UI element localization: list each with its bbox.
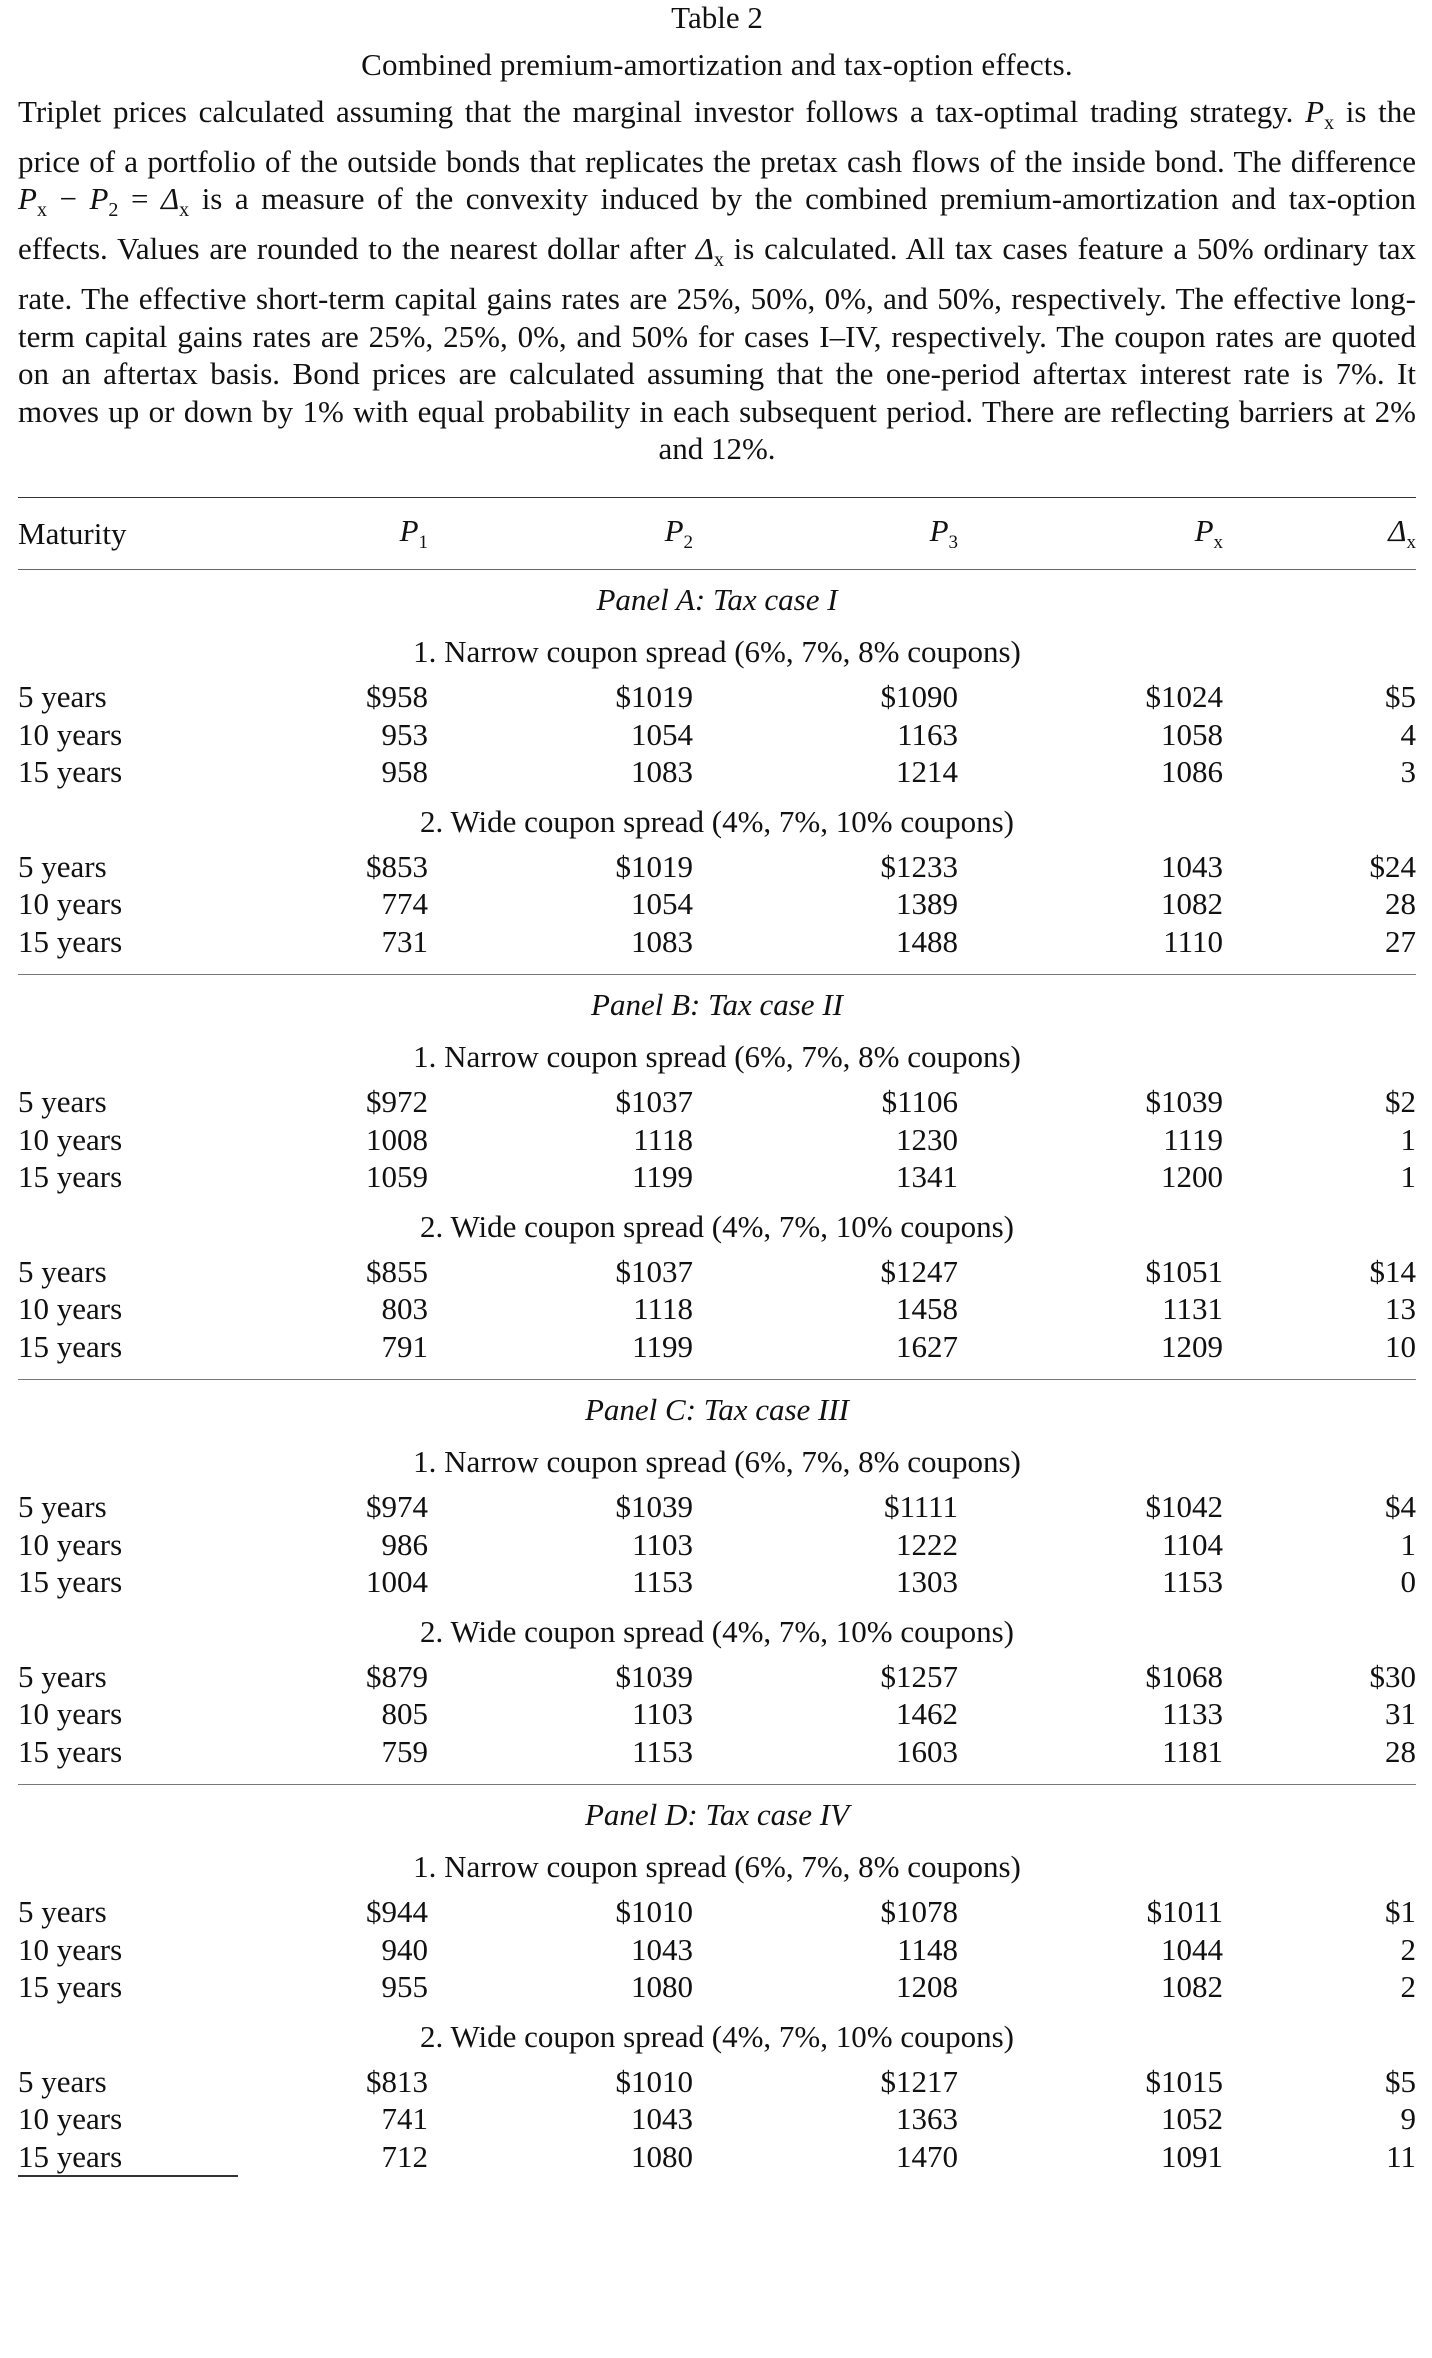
cell-p1: $958 [366, 679, 428, 714]
cell-p3: 1488 [896, 923, 958, 959]
cell-p3: $1078 [880, 1894, 958, 1929]
cell-p2: 1199 [632, 1159, 693, 1194]
cell-p1: $944 [366, 1894, 428, 1929]
coupon-spread-heading: 2. Wide coupon spread (4%, 7%, 10% coupons) [420, 1613, 1014, 1649]
cell-px: 1044 [1161, 1931, 1223, 1967]
cell-px: 1082 [1161, 886, 1223, 921]
cell-delta-x: 1 [1400, 1526, 1416, 1562]
cell-px: 1181 [1162, 1733, 1223, 1769]
table-end-rule [18, 2175, 238, 2177]
table-body [18, 570, 1416, 2175]
cell-delta-x: 1 [1400, 1159, 1416, 1194]
cell-p1: $855 [366, 1253, 428, 1289]
cell-p1: 803 [381, 1291, 428, 1326]
caption-eq-p2-sub: 2 [108, 199, 119, 222]
cell-p3: 1363 [896, 2101, 958, 2136]
cell-px: 1131 [1162, 1291, 1223, 1326]
cell-px: $1042 [1145, 1489, 1223, 1524]
cell-maturity: 10 years [18, 1526, 123, 1562]
cell-p2: 1153 [632, 1733, 693, 1769]
caption-eq-equals: = [118, 181, 161, 217]
cell-p1: 953 [381, 716, 428, 752]
panel-title: Panel A: Tax case I [596, 582, 838, 617]
table-row [18, 1968, 1416, 2006]
cell-px: 1133 [1162, 1696, 1223, 1731]
cell-delta-x: $30 [1369, 1658, 1416, 1694]
cell-delta-x: $24 [1369, 848, 1416, 884]
table-row [18, 716, 1416, 754]
cell-p2: $1039 [615, 1489, 693, 1524]
cell-px: $1011 [1146, 1894, 1223, 1929]
cell-p2: 1043 [631, 1931, 693, 1967]
cell-delta-x: 10 [1385, 1328, 1416, 1364]
cell-maturity: 10 years [18, 886, 123, 921]
cell-p1: 759 [381, 1733, 428, 1769]
cell-p3: 1389 [896, 886, 958, 921]
cell-maturity: 10 years [18, 1121, 123, 1157]
coupon-spread-heading: 2. Wide coupon spread (4%, 7%, 10% coupons) [420, 803, 1014, 839]
cell-px: $1039 [1145, 1084, 1223, 1119]
table-row [18, 848, 1416, 886]
header-delta-x: $\Delta_x$ [1388, 512, 1416, 554]
caption-eq-p2: P [89, 181, 109, 217]
cell-maturity: 5 years [18, 1489, 107, 1524]
cell-p3: $1106 [881, 1084, 958, 1119]
caption-text-2: is the price of a portfolio of the outside bonds that replicates the pretax cash flows of the inside bond. The difference [18, 94, 1416, 179]
cell-p2: $1037 [615, 1253, 693, 1289]
table-row [18, 1290, 1416, 1328]
column-header-row [18, 498, 1416, 569]
cell-p2: 1054 [631, 716, 693, 752]
table-row [18, 885, 1416, 923]
cell-maturity: 5 years [18, 2063, 107, 2099]
table-row [18, 2063, 1416, 2101]
cell-delta-x: 2 [1400, 1931, 1416, 1967]
cell-px: 1200 [1161, 1159, 1223, 1194]
caption-text-4: is calculated. All tax cases feature a 50% ordinary tax rate. The effective short-term capital gains rates are 25%, 50%, 0%, and 50%, respectively. The effective long-term capital gains rates are 25%, 25%, 0%, and 50% for cases I–IV, respectively. The coupon rates are quoted on an aftertax basis. Bond prices are calculated assuming that the one-period aftertax interest rate is 7%. It moves up or down by 1% with equal probability in each subsequent period. There are reflecting barriers at 2% and 12%. [18, 231, 1416, 467]
cell-p3: 1458 [896, 1291, 958, 1326]
cell-p2: $1039 [615, 1658, 693, 1694]
cell-delta-x: $14 [1369, 1253, 1416, 1289]
table-row [18, 1158, 1416, 1196]
cell-p2: $1010 [615, 1894, 693, 1929]
table-row [18, 923, 1416, 961]
cell-px: $1015 [1145, 2063, 1223, 2099]
table-row [18, 753, 1416, 791]
table-row [18, 2100, 1416, 2138]
caption-eq-delta-sub: x [179, 199, 190, 222]
cell-delta-x: 27 [1385, 923, 1416, 959]
cell-delta-x: 13 [1385, 1291, 1416, 1326]
table-number: Table 2 [671, 0, 763, 35]
cell-p3: $1257 [880, 1658, 958, 1694]
cell-p3: $1233 [880, 848, 958, 884]
cell-p3: 1214 [896, 754, 958, 789]
table-row [18, 678, 1416, 716]
cell-p3: 1163 [897, 716, 958, 752]
cell-maturity: 15 years [18, 1328, 123, 1364]
cell-delta-x: 3 [1400, 754, 1416, 789]
cell-p1: 805 [381, 1696, 428, 1731]
caption-delta-sub: x [713, 249, 724, 272]
cell-delta-x: $2 [1385, 1084, 1416, 1119]
cell-p2: 1080 [631, 2138, 693, 2174]
table-row [18, 1893, 1416, 1931]
table-row [18, 1328, 1416, 1366]
cell-delta-x: 1 [1400, 1121, 1416, 1157]
header-p3: $P_3$ [929, 512, 958, 554]
cell-p1: 955 [381, 1969, 428, 2004]
header-p1: $P_1$ [399, 512, 428, 554]
cell-p1: 958 [381, 754, 428, 789]
cell-delta-x: $5 [1385, 679, 1416, 714]
cell-p2: 1083 [631, 754, 693, 789]
header-px: $P_x$ [1194, 512, 1223, 554]
cell-p1: 1008 [366, 1121, 428, 1157]
cell-maturity: 15 years [18, 1564, 123, 1599]
cell-p1: 774 [381, 886, 428, 921]
cell-px: 1043 [1161, 848, 1223, 884]
cell-p3: 1603 [896, 1733, 958, 1769]
cell-p3: 1222 [896, 1526, 958, 1562]
table-row [18, 2138, 1416, 2176]
cell-p3: 1148 [897, 1931, 958, 1967]
cell-delta-x: 11 [1386, 2138, 1416, 2174]
cell-maturity: 15 years [18, 2138, 123, 2174]
cell-p2: 1118 [633, 1291, 693, 1326]
cell-px: 1058 [1161, 716, 1223, 752]
cell-maturity: 10 years [18, 1931, 123, 1967]
cell-p3: $1090 [880, 679, 958, 714]
cell-delta-x: 28 [1385, 886, 1416, 921]
caption-text-1: Triplet prices calculated assuming that the marginal investor follows a tax-optimal trading strategy. [18, 94, 1306, 129]
cell-px: 1209 [1161, 1328, 1223, 1364]
table-row [18, 1931, 1416, 1969]
table-row [18, 1733, 1416, 1771]
cell-maturity: 15 years [18, 1159, 123, 1194]
caption-px-symbol: P [1305, 94, 1325, 129]
table-row [18, 1695, 1416, 1733]
panel-title: Panel B: Tax case II [591, 987, 843, 1022]
coupon-spread-heading: 1. Narrow coupon spread (6%, 7%, 8% coupons) [413, 1849, 1021, 1884]
cell-delta-x: 28 [1385, 1733, 1416, 1769]
panel-title: Panel C: Tax case III [584, 1392, 849, 1427]
cell-maturity: 5 years [18, 1894, 107, 1929]
cell-p1: 712 [381, 2138, 428, 2174]
cell-p3: 1470 [896, 2138, 958, 2174]
table-caption [18, 93, 1416, 471]
cell-p3: 1208 [896, 1969, 958, 2004]
cell-p3: 1303 [896, 1564, 958, 1599]
table-row [18, 1658, 1416, 1696]
cell-p2: $1037 [615, 1084, 693, 1119]
cell-p2: $1019 [615, 679, 693, 714]
cell-p3: $1111 [883, 1489, 958, 1524]
cell-maturity: 5 years [18, 1253, 107, 1289]
cell-maturity: 10 years [18, 2101, 123, 2136]
cell-px: $1051 [1145, 1253, 1223, 1289]
cell-maturity: 15 years [18, 1969, 123, 2004]
cell-maturity: 5 years [18, 1084, 107, 1119]
cell-px: 1091 [1161, 2138, 1223, 2174]
caption-eq-minus: − [46, 181, 90, 217]
cell-maturity: 10 years [18, 1291, 123, 1326]
cell-p2: 1054 [631, 886, 693, 921]
cell-px: 1153 [1162, 1564, 1223, 1599]
cell-p1: 940 [381, 1931, 428, 1967]
cell-px: 1086 [1161, 754, 1223, 789]
caption-eq-px: P [18, 181, 37, 217]
cell-delta-x: 0 [1400, 1564, 1416, 1599]
caption-text-3: is a measure of the convexity induced by the combined premium-amortization and tax-option effects. Values are rounded to the nearest dollar after [18, 181, 1417, 267]
cell-p1: $974 [366, 1489, 428, 1524]
table-page [18, 0, 1416, 2177]
cell-delta-x: 4 [1400, 716, 1416, 752]
panel-title: Panel D: Tax case IV [584, 1797, 849, 1832]
cell-p2: 1199 [632, 1328, 693, 1364]
table-row [18, 1526, 1416, 1564]
cell-p1: $853 [366, 848, 428, 884]
cell-maturity: 10 years [18, 716, 123, 752]
cell-maturity: 15 years [18, 1733, 123, 1769]
cell-p2: 1103 [632, 1696, 693, 1731]
cell-p2: 1080 [631, 1969, 693, 2004]
cell-p1: 986 [381, 1526, 428, 1562]
cell-p3: $1217 [880, 2063, 958, 2099]
caption-eq-px-sub: x [36, 199, 47, 222]
table-row [18, 1488, 1416, 1526]
cell-p2: 1103 [632, 1526, 693, 1562]
cell-delta-x: $5 [1385, 2063, 1416, 2099]
cell-px: 1082 [1161, 1969, 1223, 2004]
cell-p2: 1118 [633, 1121, 693, 1157]
cell-delta-x: 31 [1385, 1696, 1416, 1731]
cell-p2: 1083 [631, 923, 693, 959]
cell-p3: 1230 [896, 1121, 958, 1157]
cell-maturity: 5 years [18, 1658, 107, 1694]
cell-px: 1052 [1161, 2101, 1223, 2136]
cell-p1: 731 [381, 923, 428, 959]
cell-p1: 741 [381, 2101, 428, 2136]
coupon-spread-heading: 1. Narrow coupon spread (6%, 7%, 8% coupons) [413, 634, 1021, 669]
cell-px: 1110 [1163, 923, 1223, 959]
cell-delta-x: $4 [1385, 1489, 1416, 1524]
table-row [18, 1083, 1416, 1121]
cell-maturity: 10 years [18, 1696, 123, 1731]
table-row [18, 1121, 1416, 1159]
table-row [18, 1253, 1416, 1291]
cell-p3: 1341 [896, 1159, 958, 1194]
cell-p1: $972 [366, 1084, 428, 1119]
caption-delta-symbol: Δ [695, 231, 714, 267]
caption-px-sub: x [1324, 112, 1335, 135]
cell-px: $1068 [1145, 1658, 1223, 1694]
cell-px: 1119 [1163, 1121, 1223, 1157]
cell-p2: 1153 [632, 1564, 693, 1599]
cell-px: 1104 [1162, 1526, 1223, 1562]
cell-maturity: 15 years [18, 923, 123, 959]
cell-p1: $879 [366, 1658, 428, 1694]
coupon-spread-heading: 2. Wide coupon spread (4%, 7%, 10% coupons) [420, 2018, 1014, 2054]
coupon-spread-heading: 2. Wide coupon spread (4%, 7%, 10% coupons) [420, 1208, 1014, 1244]
cell-p1: $813 [366, 2063, 428, 2099]
table-row [18, 1563, 1416, 1601]
cell-p2: $1010 [615, 2063, 693, 2099]
table-title: Combined premium-amortization and tax-option effects. [361, 47, 1073, 82]
cell-delta-x: $1 [1385, 1894, 1416, 1929]
cell-p2: 1043 [631, 2101, 693, 2136]
cell-delta-x: 2 [1400, 1969, 1416, 2004]
caption-eq-delta: Δ [160, 181, 180, 217]
header-p2: $P_2$ [664, 512, 693, 554]
cell-p3: $1247 [880, 1253, 958, 1289]
coupon-spread-heading: 1. Narrow coupon spread (6%, 7%, 8% coupons) [413, 1444, 1021, 1479]
cell-maturity: 15 years [18, 754, 123, 789]
cell-p1: 1004 [366, 1564, 428, 1599]
cell-px: $1024 [1145, 679, 1223, 714]
cell-maturity: 5 years [18, 848, 107, 884]
cell-p3: 1627 [896, 1328, 958, 1364]
cell-delta-x: 9 [1400, 2101, 1416, 2136]
cell-maturity: 5 years [18, 679, 107, 714]
cell-p1: 791 [381, 1328, 428, 1364]
cell-p3: 1462 [896, 1696, 958, 1731]
cell-p1: 1059 [366, 1159, 428, 1194]
cell-p2: $1019 [615, 848, 693, 884]
coupon-spread-heading: 1. Narrow coupon spread (6%, 7%, 8% coupons) [413, 1039, 1021, 1074]
header-maturity: Maturity [18, 515, 127, 551]
